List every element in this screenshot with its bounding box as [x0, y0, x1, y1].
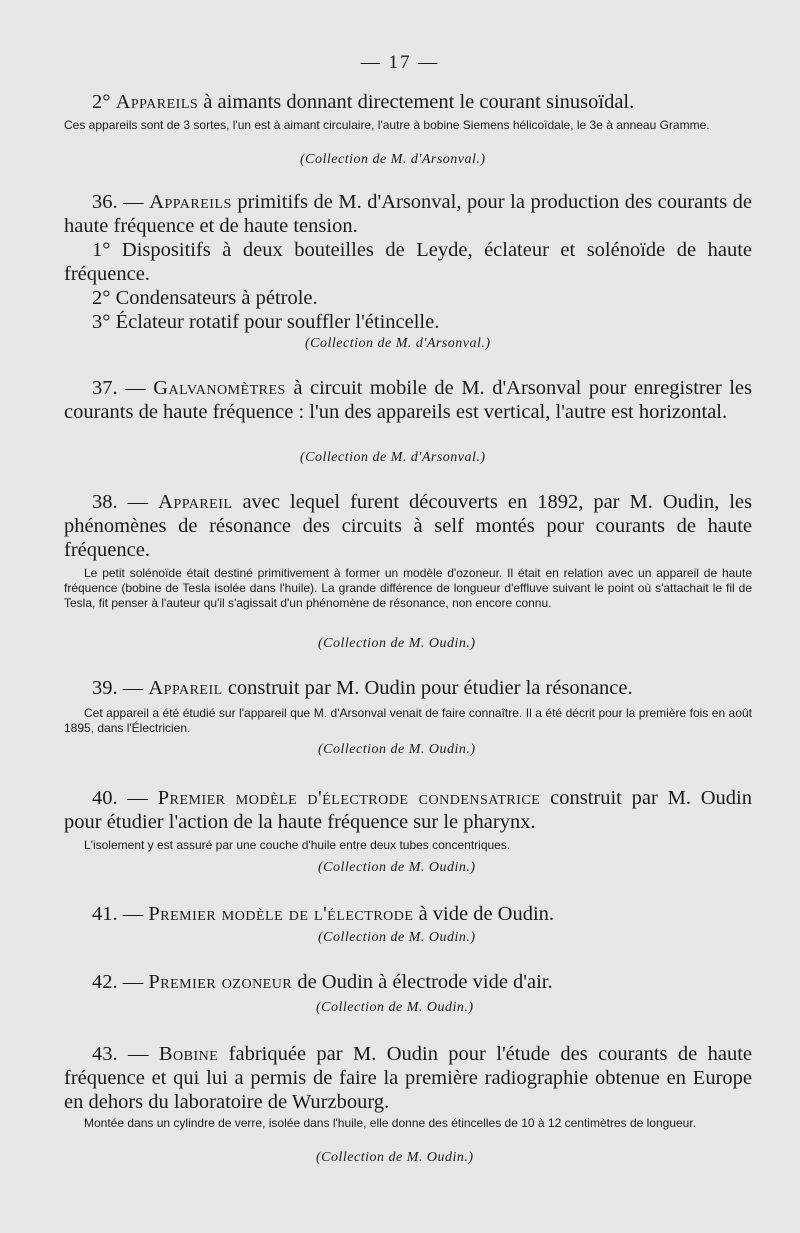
entry-39-collection: (Collection de M. Oudin.) — [318, 742, 476, 757]
entry-36-collection: (Collection de M. d'Arsonval.) — [305, 336, 491, 351]
entry-36-items — [64, 238, 752, 334]
entry-2-note: Ces appareils sont de 3 sortes, l'un est à aimant circulaire, l'autre à bobine Siemens hélicoïdale, le 3e à anneau Gramme. — [64, 118, 710, 132]
entry-36-item-3: 3° Éclateur rotatif pour souffler l'étincelle. — [92, 311, 440, 333]
entry-43-heading: 43. — Bobine fabriquée par M. Oudin pour l'étude des courants de haute fréquence et qui lui a permis de faire la première radiographie obtenue en Europe en dehors du laboratoire de Wurzbourg. — [64, 1043, 752, 1113]
entry-36-item-2: 2° Condensateurs à pétrole. — [92, 287, 318, 309]
entry-40-note: L'isolement y est assuré par une couche d'huile entre deux tubes concentriques. — [84, 838, 511, 852]
page-number: — 17 — — [360, 52, 440, 73]
entry-37-collection: (Collection de M. d'Arsonval.) — [300, 450, 486, 465]
entry-37-heading: 37. — Galvanomètres à circuit mobile de M. d'Arsonval pour enregistrer les courants de haute fréquence : l'un des appareils est vertical, l'autre est horizontal. — [64, 377, 752, 423]
entry-42-heading: 42. — Premier ozoneur de Oudin à électrode vide d'air. — [92, 971, 553, 993]
entry-43-note: Montée dans un cylindre de verre, isolée dans l'huile, elle donne des étincelles de 10 à 12 centimètres de longueur. — [84, 1116, 697, 1130]
entry-38-heading: 38. — Appareil avec lequel furent découverts en 1892, par M. Oudin, les phénomènes de résonance des circuits à self montés pour courants de haute fréquence. — [64, 491, 753, 561]
entry-40-collection: (Collection de M. Oudin.) — [318, 860, 476, 875]
entry-43-collection: (Collection de M. Oudin.) — [316, 1150, 474, 1165]
entry-36-item-1: 1° Dispositifs à deux bouteilles de Leyde, éclateur et solénoïde de haute fréquence. — [64, 239, 752, 285]
entry-39-note: Cet appareil a été étudié sur l'appareil que M. d'Arsonval venait de faire connaître. Il a été décrit pour la première fois en août 1895, dans l'Électricien. — [64, 706, 752, 735]
entry-42-collection: (Collection de M. Oudin.) — [316, 1000, 474, 1015]
entry-2-collection: (Collection de M. d'Arsonval.) — [300, 152, 486, 167]
entry-38-collection: (Collection de M. Oudin.) — [318, 636, 476, 651]
entry-2-heading: 2° Appareils à aimants donnant directement le courant sinusoïdal. — [92, 91, 635, 113]
entry-39-heading: 39. — Appareil construit par M. Oudin pour étudier la résonance. — [92, 677, 633, 699]
entry-36-heading: 36. — Appareils primitifs de M. d'Arsonval, pour la production des courants de haute fréquence et de haute tension. — [64, 191, 753, 237]
entry-38-note: Le petit solénoïde était destiné primitivement à former un modèle d'ozoneur. Il était en relation avec un appareil de haute fréquence (bobine de Tesla isolée dans l'huile). La grande différence de longueur d'effluve suivant le point où s'attachait le fil de Tesla, fit penser à l'auteur qu'il s'agissait d'un phénomène de résonance, non encore connu. — [64, 566, 752, 610]
entry-41-heading: 41. — Premier modèle de l'électrode à vide de Oudin. — [92, 903, 555, 925]
entry-40-heading: 40. — Premier modèle d'électrode condensatrice construit par M. Oudin pour étudier l'action de la haute fréquence sur le pharynx. — [64, 787, 752, 833]
entry-41-collection: (Collection de M. Oudin.) — [318, 930, 476, 945]
